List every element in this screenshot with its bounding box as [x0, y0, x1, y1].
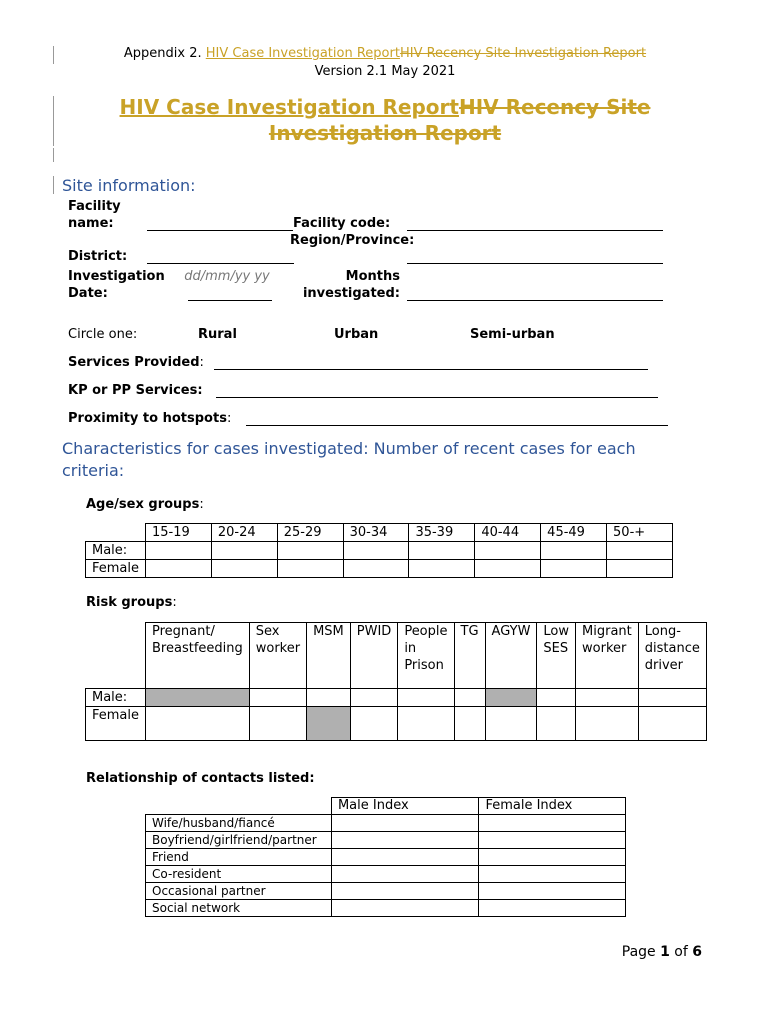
- of-word: of: [669, 944, 693, 960]
- risk-group-header: AGYW: [485, 623, 537, 689]
- count-cell[interactable]: [479, 883, 626, 900]
- shaded-cell: [146, 689, 250, 707]
- facility-code-label: Facility code:: [293, 216, 391, 231]
- count-cell[interactable]: [343, 560, 409, 578]
- district-field[interactable]: [147, 263, 294, 264]
- kp-pp-field[interactable]: [216, 397, 658, 398]
- risk-group-header: Sex worker: [249, 623, 306, 689]
- count-cell[interactable]: [541, 542, 607, 560]
- facility-name-field[interactable]: [147, 230, 293, 231]
- table-row: [86, 542, 673, 560]
- count-cell[interactable]: [638, 707, 706, 741]
- version-line: Version 2.1 May 2021: [314, 64, 456, 79]
- option-semi-urban[interactable]: Semi-urban: [470, 327, 555, 342]
- region-label: Region/Province:: [290, 233, 415, 248]
- change-bar: [53, 148, 54, 162]
- age-group-header: 20-24: [211, 524, 277, 542]
- count-cell[interactable]: [576, 707, 639, 741]
- count-cell[interactable]: [211, 560, 277, 578]
- count-cell[interactable]: [331, 815, 478, 832]
- services-provided-text: Services Provided: [68, 355, 200, 370]
- count-cell[interactable]: [541, 560, 607, 578]
- total-pages: 6: [692, 944, 702, 960]
- services-provided-label: Services Provided:: [68, 355, 204, 370]
- option-rural[interactable]: Rural: [198, 327, 237, 342]
- kp-pp-label: KP or PP Services:: [68, 383, 203, 398]
- change-bar: [53, 96, 54, 146]
- facility-name-label: Facility name:: [68, 199, 121, 231]
- count-cell[interactable]: [398, 707, 454, 741]
- count-cell[interactable]: [146, 707, 250, 741]
- row-label: Female: [86, 707, 146, 741]
- row-label: Wife/husband/fiancé: [146, 815, 332, 832]
- count-cell[interactable]: [475, 542, 541, 560]
- count-cell[interactable]: [211, 542, 277, 560]
- risk-group-header: Long-distance driver: [638, 623, 706, 689]
- services-provided-field[interactable]: [214, 369, 648, 370]
- empty-header-cell: [86, 623, 146, 689]
- empty-header-cell: [146, 798, 332, 815]
- count-cell[interactable]: [479, 832, 626, 849]
- age-group-header: 40-44: [475, 524, 541, 542]
- count-cell[interactable]: [331, 900, 478, 917]
- header-deleted-text: HIV Recency Site Investigation Report: [399, 46, 647, 61]
- count-cell[interactable]: [331, 866, 478, 883]
- age-group-header: 25-29: [277, 524, 343, 542]
- shaded-cell: [485, 689, 537, 707]
- empty-header-cell: [86, 524, 146, 542]
- change-bar: [53, 176, 54, 194]
- count-cell[interactable]: [537, 689, 576, 707]
- page-title: [80, 94, 690, 146]
- risk-group-header: TG: [454, 623, 485, 689]
- risk-group-header: MSM: [307, 623, 351, 689]
- months-field[interactable]: [407, 300, 663, 301]
- table-row: [146, 866, 626, 883]
- region-field[interactable]: [407, 263, 663, 264]
- count-cell[interactable]: [475, 560, 541, 578]
- row-label: Social network: [146, 900, 332, 917]
- count-cell[interactable]: [479, 849, 626, 866]
- risk-group-header: Pregnant/ Breastfeeding: [146, 623, 250, 689]
- risk-group-header: PWID: [350, 623, 398, 689]
- count-cell[interactable]: [146, 542, 212, 560]
- page-word: Page: [621, 944, 661, 960]
- count-cell[interactable]: [350, 689, 398, 707]
- table-row: [86, 524, 673, 542]
- risk-group-header: People in Prison: [398, 623, 454, 689]
- count-cell[interactable]: [409, 542, 475, 560]
- age-group-header: 35-39: [409, 524, 475, 542]
- count-cell[interactable]: [343, 542, 409, 560]
- title-deleted: HIV Recency Site Investigation Report: [268, 95, 651, 145]
- investigation-date-label: Investigation Date:: [68, 269, 165, 301]
- count-cell[interactable]: [607, 560, 673, 578]
- count-cell[interactable]: [331, 849, 478, 866]
- shaded-cell: [307, 707, 351, 741]
- table-row: [146, 798, 626, 815]
- table-row: [86, 689, 707, 707]
- header-prefix: Appendix 2.: [123, 46, 206, 61]
- date-placeholder: dd/mm/yy yy: [184, 269, 270, 284]
- circle-one-label: Circle one:: [68, 327, 138, 342]
- count-cell[interactable]: [485, 707, 537, 741]
- risk-group-header: Low SES: [537, 623, 576, 689]
- count-cell[interactable]: [479, 866, 626, 883]
- table-row: [86, 560, 673, 578]
- count-cell[interactable]: [331, 883, 478, 900]
- age-group-header: 30-34: [343, 524, 409, 542]
- age-group-header: 50-+: [607, 524, 673, 542]
- page-number: [622, 944, 702, 960]
- relationships-label: Relationship of contacts listed:: [86, 771, 315, 786]
- count-cell[interactable]: [409, 560, 475, 578]
- count-cell[interactable]: [479, 815, 626, 832]
- count-cell[interactable]: [146, 560, 212, 578]
- count-cell[interactable]: [638, 689, 706, 707]
- investigation-date-field[interactable]: [188, 300, 272, 301]
- row-label: Female: [86, 560, 146, 578]
- row-label: Male:: [86, 542, 146, 560]
- row-label: Friend: [146, 849, 332, 866]
- district-label: District:: [68, 249, 128, 264]
- row-label: Male:: [86, 689, 146, 707]
- column-header: Male Index: [331, 798, 478, 815]
- age-group-header: 15-19: [146, 524, 212, 542]
- risk-groups-label: Risk groups:: [86, 595, 177, 610]
- count-cell[interactable]: [350, 707, 398, 741]
- count-cell[interactable]: [479, 900, 626, 917]
- age-sex-text: Age/sex groups: [86, 497, 200, 512]
- document-header: [0, 46, 770, 61]
- count-cell[interactable]: [454, 707, 485, 741]
- risk-groups-text: Risk groups: [86, 595, 173, 610]
- row-label: Boyfriend/girlfriend/partner: [146, 832, 332, 849]
- proximity-text: Proximity to hotspots: [68, 411, 227, 426]
- count-cell[interactable]: [277, 542, 343, 560]
- count-cell[interactable]: [454, 689, 485, 707]
- proximity-label: Proximity to hotspots:: [68, 411, 232, 426]
- count-cell[interactable]: [398, 689, 454, 707]
- column-header: Female Index: [479, 798, 626, 815]
- risk-group-header: Migrant worker: [576, 623, 639, 689]
- count-cell[interactable]: [576, 689, 639, 707]
- months-label: Months investigated:: [302, 269, 400, 301]
- count-cell[interactable]: [537, 707, 576, 741]
- table-row: [146, 883, 626, 900]
- count-cell[interactable]: [249, 689, 306, 707]
- facility-code-field[interactable]: [407, 230, 663, 231]
- table-row: [146, 849, 626, 866]
- table-row: [86, 623, 707, 689]
- row-label: Co-resident: [146, 866, 332, 883]
- count-cell[interactable]: [307, 689, 351, 707]
- table-row: [146, 900, 626, 917]
- header-inserted-text: HIV Case Investigation Report: [205, 46, 400, 61]
- option-urban[interactable]: Urban: [334, 327, 379, 342]
- proximity-field[interactable]: [246, 425, 668, 426]
- table-row: [146, 832, 626, 849]
- age-sex-table: [85, 523, 673, 578]
- table-row: [146, 815, 626, 832]
- site-info-heading: Site information:: [62, 176, 196, 195]
- row-label: Occasional partner: [146, 883, 332, 900]
- table-row: [86, 707, 707, 741]
- age-sex-label: Age/sex groups:: [86, 497, 204, 512]
- current-page: 1: [660, 944, 670, 960]
- title-inserted: HIV Case Investigation Report: [119, 95, 459, 119]
- count-cell[interactable]: [331, 832, 478, 849]
- age-group-header: 45-49: [541, 524, 607, 542]
- count-cell[interactable]: [249, 707, 306, 741]
- count-cell[interactable]: [607, 542, 673, 560]
- risk-groups-table: [85, 622, 707, 741]
- relationships-table: [145, 797, 626, 917]
- count-cell[interactable]: [277, 560, 343, 578]
- characteristics-heading: Characteristics for cases investigated: Number of recent cases for each criteria:: [62, 439, 636, 480]
